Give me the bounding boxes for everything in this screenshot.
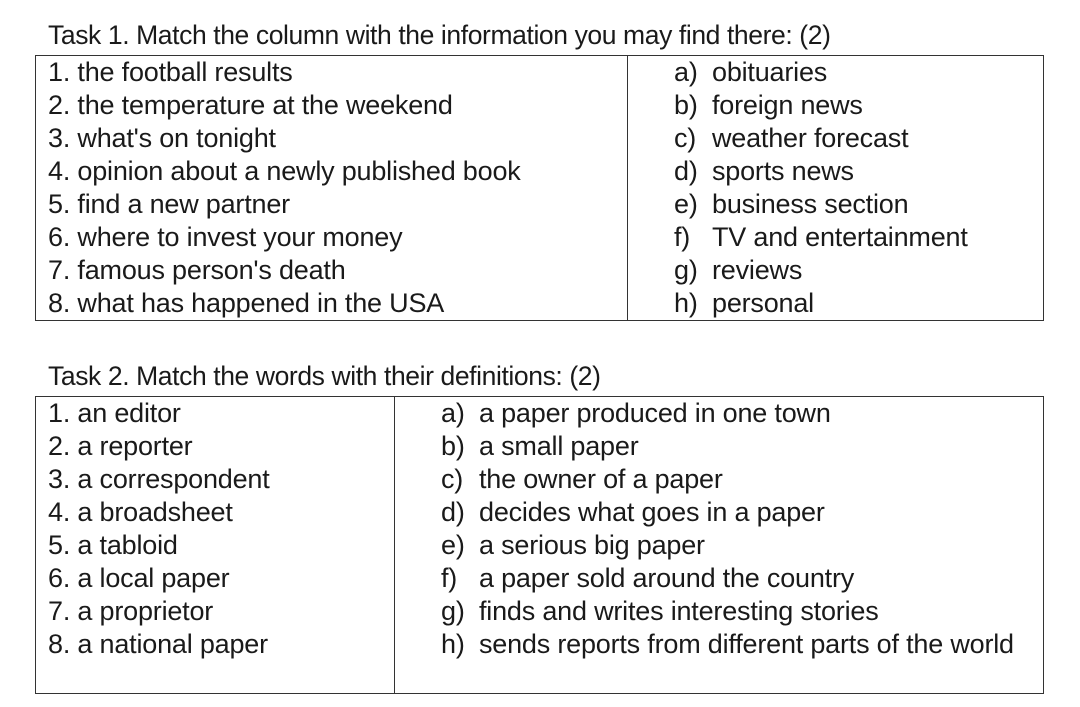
task2-item: 6. a local paper bbox=[48, 563, 230, 593]
task1-option bbox=[674, 155, 1043, 188]
task1-option bbox=[674, 221, 1043, 254]
option-letter: c) bbox=[674, 123, 697, 153]
option-text: sends reports from different parts of the world bbox=[479, 629, 1014, 659]
option-letter: h) bbox=[674, 288, 698, 318]
task2-item: 3. a correspondent bbox=[48, 464, 270, 494]
option-text: a small paper bbox=[479, 431, 639, 461]
task2-item: 4. a broadsheet bbox=[48, 497, 233, 527]
option-text: sports news bbox=[712, 156, 854, 186]
task1-option bbox=[674, 254, 1043, 287]
task2-option bbox=[441, 397, 1043, 430]
task1-options-column bbox=[628, 56, 1043, 320]
task1-item: 4. opinion about a newly published book bbox=[48, 156, 521, 186]
option-text: finds and writes interesting stories bbox=[479, 596, 879, 626]
task2-option bbox=[441, 595, 1043, 628]
task1-item: 5. find a new partner bbox=[48, 189, 290, 219]
option-letter: c) bbox=[441, 464, 464, 494]
option-letter: e) bbox=[441, 530, 465, 560]
option-letter: h) bbox=[441, 629, 465, 659]
task1-option bbox=[674, 287, 1043, 320]
option-text: weather forecast bbox=[712, 123, 909, 153]
option-text: a paper sold around the country bbox=[479, 563, 855, 593]
task1-items-column bbox=[36, 56, 628, 320]
option-letter: e) bbox=[674, 189, 698, 219]
task2-title: Task 2. Match the words with their definitions: (2) bbox=[48, 361, 601, 391]
option-letter: f) bbox=[674, 222, 691, 252]
task2-option bbox=[441, 430, 1043, 463]
option-letter: d) bbox=[674, 156, 698, 186]
option-text: TV and entertainment bbox=[712, 222, 968, 252]
task1-item: 7. famous person's death bbox=[48, 255, 346, 285]
task1-option bbox=[674, 188, 1043, 221]
option-text: decides what goes in a paper bbox=[479, 497, 825, 527]
option-letter: a) bbox=[441, 398, 465, 428]
option-text: a serious big paper bbox=[479, 530, 705, 560]
task2-item: 7. a proprietor bbox=[48, 596, 214, 626]
task2-options-column bbox=[395, 397, 1043, 693]
option-letter: f) bbox=[441, 563, 458, 593]
task2-item: 1. an editor bbox=[48, 398, 181, 428]
task1-item: 2. the temperature at the weekend bbox=[48, 90, 453, 120]
task1-item: 6. where to invest your money bbox=[48, 222, 403, 252]
option-text: the owner of a paper bbox=[479, 464, 723, 494]
task2-option bbox=[441, 529, 1043, 562]
task2-option bbox=[441, 496, 1043, 529]
option-letter: d) bbox=[441, 497, 465, 527]
task1-title: Task 1. Match the column with the information you may find there: (2) bbox=[48, 20, 831, 50]
task1-item: 3. what's on tonight bbox=[48, 123, 276, 153]
task2-option bbox=[441, 562, 1043, 595]
option-text: obituaries bbox=[712, 57, 828, 87]
task1-option bbox=[674, 122, 1043, 155]
task2-option bbox=[441, 628, 1043, 661]
task2-option bbox=[441, 463, 1043, 496]
task2-match-table bbox=[35, 396, 1044, 694]
task1-match-table bbox=[35, 55, 1044, 321]
option-text: personal bbox=[712, 288, 814, 318]
option-letter: g) bbox=[674, 255, 698, 285]
task1-option bbox=[674, 56, 1043, 89]
option-letter: g) bbox=[441, 596, 465, 626]
option-letter: b) bbox=[441, 431, 465, 461]
option-text: a paper produced in one town bbox=[479, 398, 831, 428]
task1-item: 8. what has happened in the USA bbox=[48, 288, 445, 318]
option-letter: b) bbox=[674, 90, 698, 120]
option-letter: a) bbox=[674, 57, 698, 87]
task2-items-column bbox=[36, 397, 395, 693]
task1-item: 1. the football results bbox=[48, 57, 293, 87]
task2-item: 2. a reporter bbox=[48, 431, 193, 461]
task2-item: 5. a tabloid bbox=[48, 530, 178, 560]
task2-item: 8. a national paper bbox=[48, 629, 268, 659]
option-text: foreign news bbox=[712, 90, 863, 120]
option-text: reviews bbox=[712, 255, 803, 285]
option-text: business section bbox=[712, 189, 909, 219]
task1-option bbox=[674, 89, 1043, 122]
